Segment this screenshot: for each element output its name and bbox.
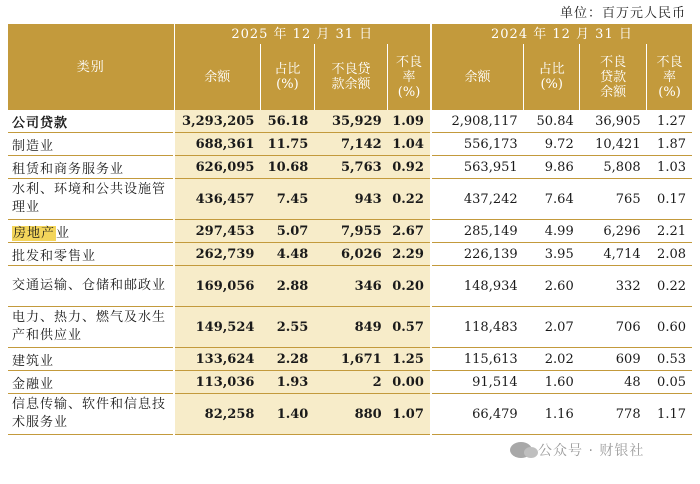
cell-2024-col-2: 332 bbox=[580, 266, 647, 307]
cell-2025-col-0: 626,095 bbox=[174, 156, 260, 179]
row-category: 交通运输、仓储和邮政业 bbox=[8, 266, 174, 307]
cell-2024-col-3: 2.21 bbox=[647, 220, 692, 243]
cell-2024-col-1: 50.84 bbox=[524, 110, 580, 133]
cell-2025-col-0: 297,453 bbox=[174, 220, 260, 243]
cell-2025-col-3: 1.04 bbox=[388, 133, 431, 156]
row-category: 批发和零售业 bbox=[8, 243, 174, 266]
cell-2024-col-2: 706 bbox=[580, 307, 647, 348]
header-2025-col-3: 不良 率 (%) bbox=[388, 44, 431, 110]
cell-2025-col-1: 5.07 bbox=[260, 220, 314, 243]
cell-2024-col-2: 6,296 bbox=[580, 220, 647, 243]
cell-2025-col-2: 1,671 bbox=[314, 348, 387, 371]
cell-2024-col-2: 48 bbox=[580, 371, 647, 394]
cell-2024-col-2: 765 bbox=[580, 179, 647, 220]
cell-2025-col-3: 0.00 bbox=[388, 371, 431, 394]
row-category: 租赁和商务服务业 bbox=[8, 156, 174, 179]
row-category: 公司贷款 bbox=[8, 110, 174, 133]
cell-2024-col-3: 0.22 bbox=[647, 266, 692, 307]
cell-2025-col-0: 169,056 bbox=[174, 266, 260, 307]
cell-2024-col-3: 0.60 bbox=[647, 307, 692, 348]
cell-2024-col-3: 1.27 bbox=[647, 110, 692, 133]
cell-2024-col-1: 1.60 bbox=[524, 371, 580, 394]
table-row bbox=[8, 266, 692, 307]
cell-2024-col-3: 0.05 bbox=[647, 371, 692, 394]
cell-2024-col-0: 563,951 bbox=[431, 156, 524, 179]
cell-2024-col-3: 1.87 bbox=[647, 133, 692, 156]
table-row bbox=[8, 243, 692, 266]
cell-2025-col-2: 346 bbox=[314, 266, 387, 307]
cell-2025-col-1: 56.18 bbox=[260, 110, 314, 133]
cell-2025-col-3: 0.20 bbox=[388, 266, 431, 307]
cell-2024-col-2: 778 bbox=[580, 394, 647, 435]
cell-2024-col-3: 0.17 bbox=[647, 179, 692, 220]
cell-2025-col-1: 7.45 bbox=[260, 179, 314, 220]
cell-2024-col-1: 9.86 bbox=[524, 156, 580, 179]
watermark-text: 公众号 · 财银社 bbox=[538, 443, 645, 459]
table-row bbox=[8, 220, 692, 243]
table-row bbox=[8, 110, 692, 133]
cell-2025-col-1: 10.68 bbox=[260, 156, 314, 179]
cell-2024-col-1: 2.60 bbox=[524, 266, 580, 307]
cell-2025-col-3: 1.09 bbox=[388, 110, 431, 133]
header-year-2024: 2024 年 12 月 31 日 bbox=[431, 24, 692, 44]
cell-2025-col-2: 7,142 bbox=[314, 133, 387, 156]
cell-2024-col-1: 2.07 bbox=[524, 307, 580, 348]
cell-2025-col-1: 1.93 bbox=[260, 371, 314, 394]
cell-2025-col-2: 943 bbox=[314, 179, 387, 220]
cell-2025-col-0: 82,258 bbox=[174, 394, 260, 435]
cell-2025-col-0: 113,036 bbox=[174, 371, 260, 394]
cell-2024-col-2: 10,421 bbox=[580, 133, 647, 156]
header-2024-col-3: 不良 率 (%) bbox=[647, 44, 692, 110]
cell-2024-col-0: 91,514 bbox=[431, 371, 524, 394]
header-category: 类别 bbox=[8, 24, 174, 110]
cell-2025-col-3: 1.07 bbox=[388, 394, 431, 435]
cell-2024-col-3: 0.53 bbox=[647, 348, 692, 371]
cell-2024-col-1: 2.02 bbox=[524, 348, 580, 371]
header-2025-col-1: 占比 (%) bbox=[260, 44, 314, 110]
cell-2025-col-1: 4.48 bbox=[260, 243, 314, 266]
cell-2024-col-3: 2.08 bbox=[647, 243, 692, 266]
header-2025-col-0: 余额 bbox=[174, 44, 260, 110]
cell-2024-col-2: 36,905 bbox=[580, 110, 647, 133]
cell-2024-col-0: 148,934 bbox=[431, 266, 524, 307]
cell-2025-col-1: 1.40 bbox=[260, 394, 314, 435]
cell-2024-col-1: 4.99 bbox=[524, 220, 580, 243]
cell-2024-col-0: 285,149 bbox=[431, 220, 524, 243]
cell-2025-col-2: 6,026 bbox=[314, 243, 387, 266]
cell-2025-col-0: 3,293,205 bbox=[174, 110, 260, 133]
cell-2024-col-0: 226,139 bbox=[431, 243, 524, 266]
header-2025-col-2: 不良贷 款余额 bbox=[314, 44, 387, 110]
loan-table-container bbox=[8, 24, 692, 435]
cell-2025-col-0: 688,361 bbox=[174, 133, 260, 156]
cell-2024-col-1: 3.95 bbox=[524, 243, 580, 266]
cell-2025-col-2: 2 bbox=[314, 371, 387, 394]
wechat-icon bbox=[510, 442, 532, 458]
cell-2024-col-1: 1.16 bbox=[524, 394, 580, 435]
table-row bbox=[8, 348, 692, 371]
cell-2024-col-0: 118,483 bbox=[431, 307, 524, 348]
table-row bbox=[8, 394, 692, 435]
cell-2024-col-0: 556,173 bbox=[431, 133, 524, 156]
cell-2024-col-1: 9.72 bbox=[524, 133, 580, 156]
cell-2025-col-2: 35,929 bbox=[314, 110, 387, 133]
row-category: 建筑业 bbox=[8, 348, 174, 371]
cell-2024-col-3: 1.03 bbox=[647, 156, 692, 179]
cell-2024-col-3: 1.17 bbox=[647, 394, 692, 435]
row-category: 房地产业 bbox=[8, 220, 174, 243]
header-2024-col-1: 占比 (%) bbox=[524, 44, 580, 110]
row-category: 金融业 bbox=[8, 371, 174, 394]
loan-by-industry-table bbox=[8, 24, 692, 435]
row-category: 信息传输、软件和信息技术服务业 bbox=[8, 394, 174, 435]
cell-2025-col-0: 149,524 bbox=[174, 307, 260, 348]
cell-2025-col-1: 2.28 bbox=[260, 348, 314, 371]
unit-label: 单位：百万元人民币 bbox=[559, 6, 686, 21]
watermark bbox=[510, 440, 644, 460]
header-year-2025: 2025 年 12 月 31 日 bbox=[174, 24, 431, 44]
cell-2025-col-3: 0.92 bbox=[388, 156, 431, 179]
cell-2024-col-2: 4,714 bbox=[580, 243, 647, 266]
cell-2024-col-0: 115,613 bbox=[431, 348, 524, 371]
table-row bbox=[8, 307, 692, 348]
cell-2025-col-0: 436,457 bbox=[174, 179, 260, 220]
cell-2024-col-2: 5,808 bbox=[580, 156, 647, 179]
cell-2025-col-2: 5,763 bbox=[314, 156, 387, 179]
cell-2024-col-1: 7.64 bbox=[524, 179, 580, 220]
cell-2024-col-0: 2,908,117 bbox=[431, 110, 524, 133]
header-2024-col-2: 不良 贷款 余额 bbox=[580, 44, 647, 110]
table-row bbox=[8, 133, 692, 156]
row-category: 水利、环境和公共设施管理业 bbox=[8, 179, 174, 220]
cell-2025-col-1: 2.88 bbox=[260, 266, 314, 307]
cell-2025-col-1: 2.55 bbox=[260, 307, 314, 348]
header-2024-col-0: 余额 bbox=[431, 44, 524, 110]
cell-2025-col-3: 2.67 bbox=[388, 220, 431, 243]
cell-2025-col-1: 11.75 bbox=[260, 133, 314, 156]
table-row bbox=[8, 371, 692, 394]
cell-2025-col-0: 262,739 bbox=[174, 243, 260, 266]
cell-2025-col-2: 7,955 bbox=[314, 220, 387, 243]
table-row bbox=[8, 156, 692, 179]
row-category: 电力、热力、燃气及水生产和供应业 bbox=[8, 307, 174, 348]
cell-2025-col-2: 880 bbox=[314, 394, 387, 435]
cell-2024-col-0: 66,479 bbox=[431, 394, 524, 435]
cell-2025-col-3: 2.29 bbox=[388, 243, 431, 266]
row-category: 制造业 bbox=[8, 133, 174, 156]
cell-2024-col-2: 609 bbox=[580, 348, 647, 371]
table-row bbox=[8, 179, 692, 220]
cell-2025-col-3: 0.22 bbox=[388, 179, 431, 220]
cell-2025-col-0: 133,624 bbox=[174, 348, 260, 371]
cell-2025-col-3: 0.57 bbox=[388, 307, 431, 348]
cell-2025-col-2: 849 bbox=[314, 307, 387, 348]
cell-2025-col-3: 1.25 bbox=[388, 348, 431, 371]
cell-2024-col-0: 437,242 bbox=[431, 179, 524, 220]
